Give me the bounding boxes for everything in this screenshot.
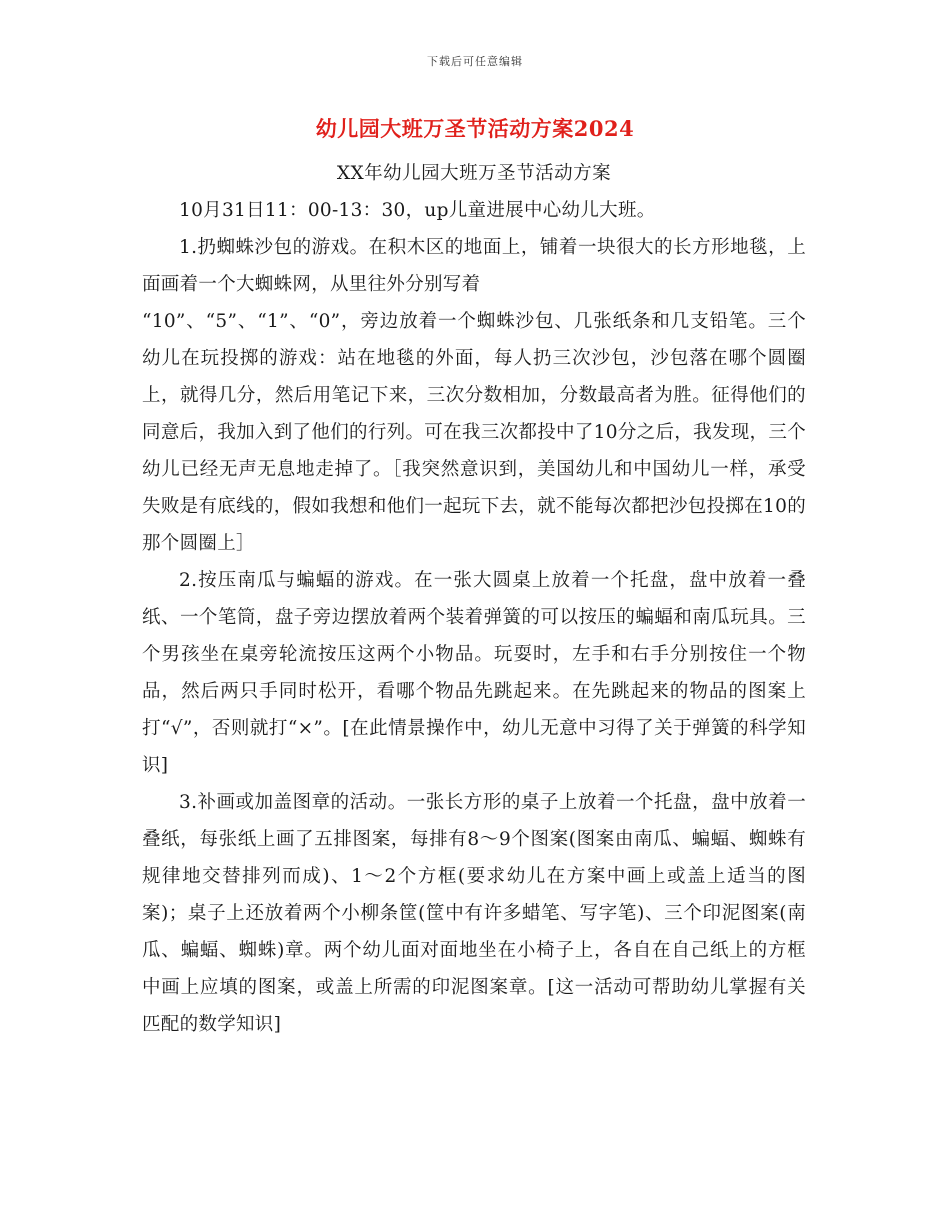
activity-1-continued: “10”、“5”、“1”、“0”，旁边放着一个蜘蛛沙包、几张纸条和几支铅笔。三个幼儿在玩投掷的游戏：站在地毯的外面，每人扔三次沙包，沙包落在哪个圆圈上，就得几分，然后用笔记下来，三次分数相加，分数最高者为胜。征得他们的同意后，我加入到了他们的行列。可在我三次都投中了10分之后，我发现，三个幼儿已经无声无息地走掉了。［我突然意识到，美国幼儿和中国幼儿一样，承受失败是有底线的，假如我想和他们一起玩下去，就不能每次都把沙包投掷在10的那个圆圈上］	[142, 311, 806, 554]
page-header: 下载后可任意编辑	[427, 55, 523, 68]
intro-paragraph: 10月31日11：00-13：30，up儿童进展中心幼儿大班。	[179, 200, 656, 221]
document-subtitle: XX年幼儿园大班万圣节活动方案	[336, 163, 612, 184]
document-title: 幼儿园大班万圣节活动方案2024	[315, 116, 635, 141]
document-body	[142, 155, 806, 1043]
activity-2-paragraph: 2.按压南瓜与蝙蝠的游戏。在一张大圆桌上放着一个托盘，盘中放着一叠纸、一个笔筒，盘子旁边摆放着两个装着弹簧的可以按压的蝙蝠和南瓜玩具。三个男孩坐在桌旁轮流按压这两个小物品。玩耍时，左手和右手分别按住一个物品，然后两只手同时松开，看哪个物品先跳起来。在先跳起来的物品的图案上打“√”，否则就打“×”。[在此情景操作中，幼儿无意中习得了关于弹簧的科学知识]	[142, 570, 806, 776]
activity-1-paragraph: 1.扔蜘蛛沙包的游戏。在积木区的地面上，铺着一块很大的长方形地毯，上面画着一个大蜘蛛网，从里往外分别写着	[142, 237, 806, 295]
activity-3-paragraph: 3.补画或加盖图章的活动。一张长方形的桌子上放着一个托盘，盘中放着一叠纸，每张纸上画了五排图案，每排有8～9个图案(图案由南瓜、蝙蝠、蜘蛛有规律地交替排列而成)、1～2个方框(要求幼儿在方案中画上或盖上适当的图案)；桌子上还放着两个小柳条筐(筐中有许多蜡笔、写字笔)、三个印泥图案(南瓜、蝙蝠、蜘蛛)章。两个幼儿面对面地坐在小椅子上，各自在自己纸上的方框中画上应填的图案，或盖上所需的印泥图案章。[这一活动可帮助幼儿掌握有关匹配的数学知识]	[142, 792, 806, 1035]
